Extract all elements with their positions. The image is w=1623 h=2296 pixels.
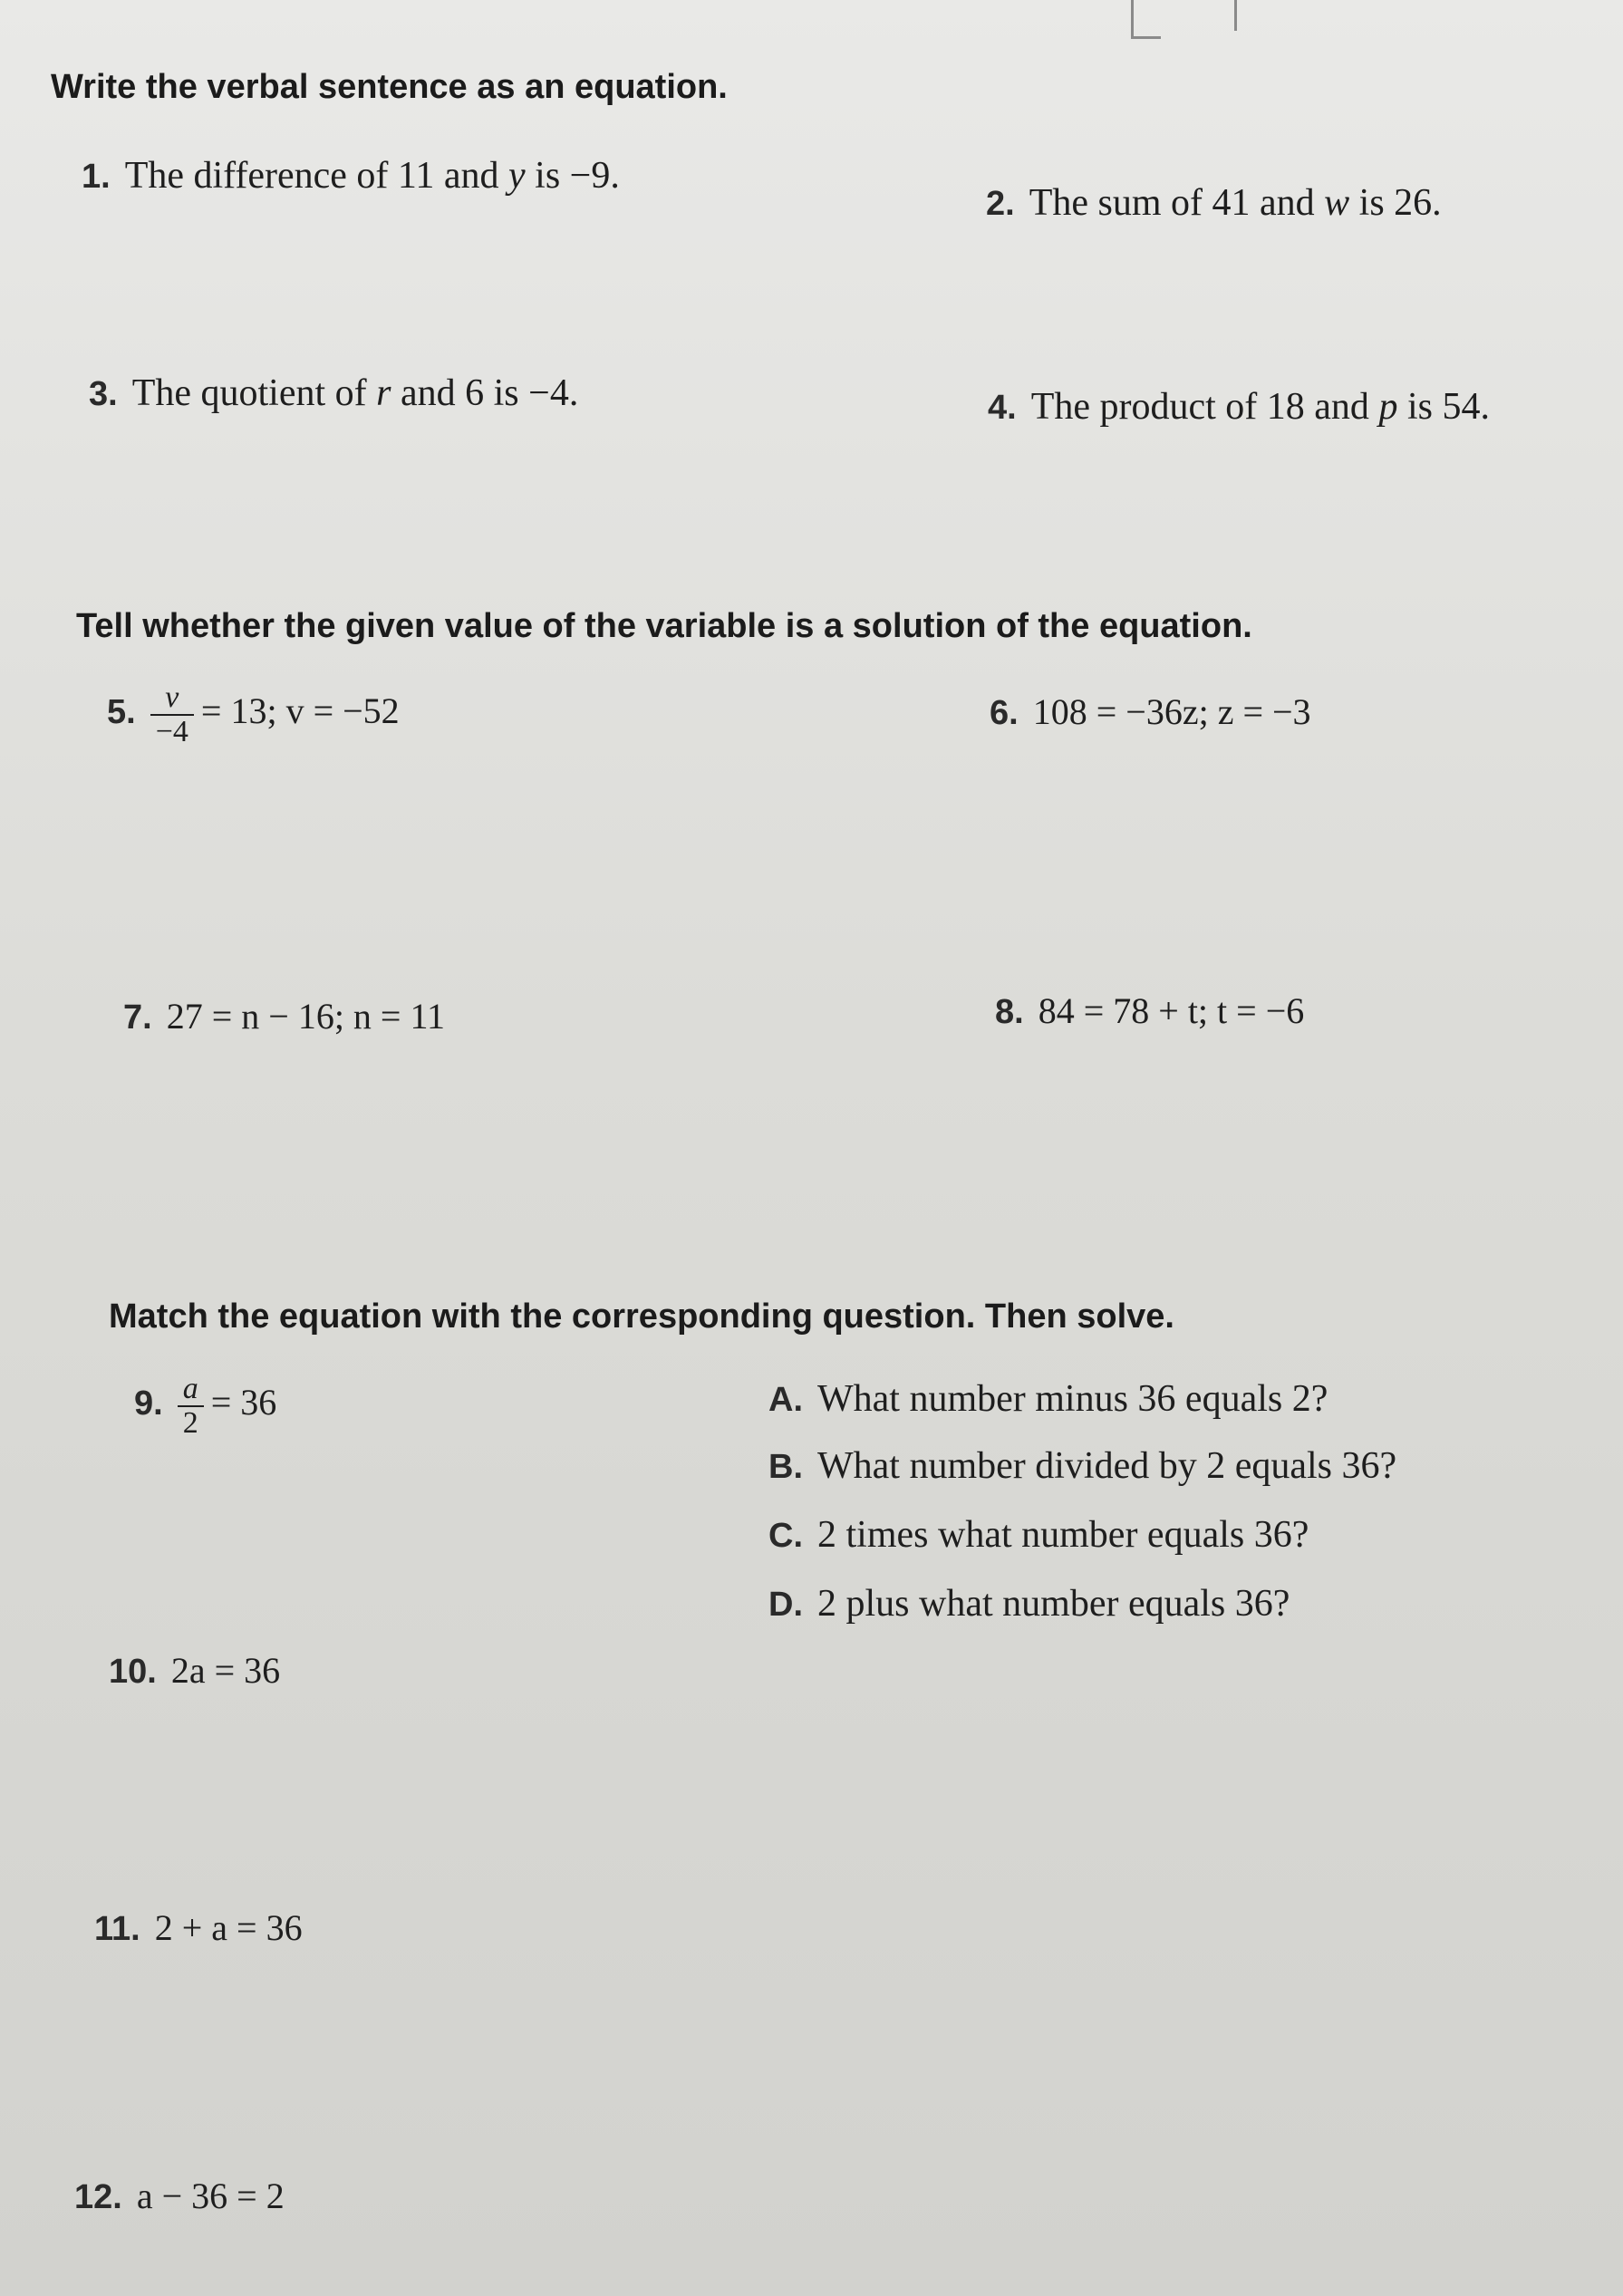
choice-letter: B. — [768, 1448, 803, 1486]
equation-text: a − 36 = 2 — [136, 2175, 285, 2216]
problem-number: 5. — [107, 692, 136, 731]
equation-text: 2 + a = 36 — [154, 1907, 303, 1948]
problem-3 — [89, 371, 578, 415]
problem-5 — [107, 681, 400, 748]
problem-variable: w — [1324, 182, 1350, 224]
equation-text: = 36 — [210, 1381, 277, 1423]
problem-number: 8. — [995, 993, 1024, 1031]
problem-8 — [995, 989, 1304, 1032]
problem-number: 2. — [986, 185, 1015, 223]
choice-a — [768, 1377, 1328, 1421]
equation-text: = 13; v = −52 — [200, 690, 400, 731]
equation-text: 2a = 36 — [170, 1650, 281, 1691]
problem-11 — [94, 1906, 303, 1949]
problem-10 — [109, 1649, 280, 1692]
equation-text: 27 = n − 16; n = 11 — [166, 996, 446, 1037]
problem-text: The product of 18 and — [1030, 386, 1379, 428]
problem-number: 10. — [109, 1653, 157, 1691]
problem-9 — [134, 1373, 276, 1439]
problem-text: and 6 is −4. — [391, 372, 579, 414]
problem-text: is −9. — [525, 155, 620, 197]
section-heading-solution: Tell whether the given value of the variable is a solution of the equation. — [76, 607, 1252, 645]
problem-variable: r — [376, 372, 391, 414]
choice-c — [768, 1513, 1309, 1557]
choice-letter: C. — [768, 1517, 803, 1555]
problem-variable: y — [508, 155, 526, 197]
choice-text: 2 times what number equals 36? — [817, 1514, 1309, 1556]
top-mark-left — [1131, 0, 1161, 39]
problem-1 — [82, 154, 620, 198]
problem-text: The quotient of — [131, 372, 377, 414]
choice-text: 2 plus what number equals 36? — [817, 1583, 1290, 1625]
problem-number: 12. — [74, 2178, 122, 2216]
problem-number: 7. — [123, 998, 152, 1037]
fraction — [178, 1373, 204, 1439]
problem-7 — [123, 995, 445, 1037]
choice-letter: A. — [768, 1381, 803, 1419]
choice-text: What number minus 36 equals 2? — [817, 1378, 1328, 1420]
problem-12 — [74, 2175, 285, 2217]
problem-number: 3. — [89, 375, 118, 413]
fraction-numerator: a — [182, 1372, 198, 1405]
problem-6 — [990, 690, 1311, 733]
fraction — [150, 681, 194, 748]
section-heading-verbal: Write the verbal sentence as an equation. — [51, 68, 728, 106]
choice-text: What number divided by 2 equals 36? — [817, 1445, 1397, 1487]
problem-text: is 54. — [1397, 386, 1490, 428]
choice-d — [768, 1582, 1290, 1626]
fraction-numerator: v — [165, 680, 179, 714]
equation-text: 84 = 78 + t; t = −6 — [1038, 990, 1305, 1031]
problem-number: 6. — [990, 694, 1019, 732]
problem-number: 1. — [82, 158, 111, 196]
problem-4 — [988, 385, 1490, 429]
fraction-denominator: 2 — [178, 1405, 204, 1440]
problem-number: 11. — [94, 1910, 140, 1948]
problem-2 — [986, 181, 1442, 225]
equation-text: 108 = −36z; z = −3 — [1032, 691, 1311, 732]
top-mark-right — [1234, 0, 1237, 31]
problem-number: 9. — [134, 1384, 163, 1423]
problem-variable: p — [1378, 386, 1398, 428]
section-heading-match: Match the equation with the corresponding question. Then solve. — [109, 1298, 1174, 1336]
choice-b — [768, 1444, 1396, 1488]
problem-text: The sum of 41 and — [1029, 182, 1325, 224]
problem-number: 4. — [988, 389, 1017, 427]
problem-text: is 26. — [1349, 182, 1442, 224]
problem-text: The difference of 11 and — [124, 155, 509, 197]
fraction-denominator: −4 — [150, 714, 194, 748]
choice-letter: D. — [768, 1586, 803, 1624]
